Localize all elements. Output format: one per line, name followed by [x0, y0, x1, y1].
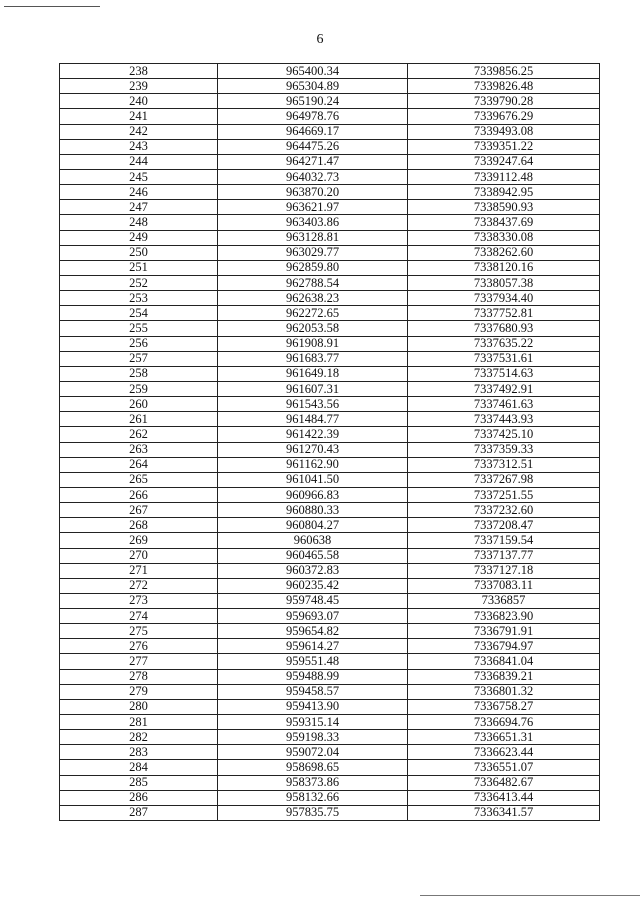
x-coordinate-cell: 961162.90 [218, 457, 408, 472]
y-coordinate-cell: 7338120.16 [408, 260, 600, 275]
y-coordinate-cell: 7336623.44 [408, 745, 600, 760]
y-coordinate-cell: 7336839.21 [408, 669, 600, 684]
y-coordinate-cell: 7337635.22 [408, 336, 600, 351]
y-coordinate-cell: 7338942.95 [408, 185, 600, 200]
y-coordinate-cell: 7339351.22 [408, 139, 600, 154]
x-coordinate-cell: 958373.86 [218, 775, 408, 790]
coordinates-table [59, 63, 600, 821]
table-row [60, 397, 600, 412]
table-row [60, 200, 600, 215]
x-coordinate-cell: 959198.33 [218, 730, 408, 745]
point-number-cell: 285 [60, 775, 218, 790]
coordinates-table-body [60, 64, 600, 821]
table-row [60, 94, 600, 109]
x-coordinate-cell: 960966.83 [218, 487, 408, 502]
point-number-cell: 247 [60, 200, 218, 215]
point-number-cell: 257 [60, 351, 218, 366]
point-number-cell: 262 [60, 427, 218, 442]
table-row [60, 533, 600, 548]
point-number-cell: 250 [60, 245, 218, 260]
point-number-cell: 238 [60, 64, 218, 79]
table-row [60, 548, 600, 563]
point-number-cell: 283 [60, 745, 218, 760]
y-coordinate-cell: 7337752.81 [408, 306, 600, 321]
x-coordinate-cell: 963029.77 [218, 245, 408, 260]
point-number-cell: 278 [60, 669, 218, 684]
point-number-cell: 246 [60, 185, 218, 200]
point-number-cell: 266 [60, 487, 218, 502]
y-coordinate-cell: 7336857 [408, 593, 600, 608]
x-coordinate-cell: 958698.65 [218, 760, 408, 775]
x-coordinate-cell: 961041.50 [218, 472, 408, 487]
point-number-cell: 279 [60, 684, 218, 699]
table-row [60, 260, 600, 275]
point-number-cell: 263 [60, 442, 218, 457]
x-coordinate-cell: 959654.82 [218, 624, 408, 639]
point-number-cell: 249 [60, 230, 218, 245]
y-coordinate-cell: 7339856.25 [408, 64, 600, 79]
point-number-cell: 274 [60, 609, 218, 624]
y-coordinate-cell: 7339826.48 [408, 79, 600, 94]
page-number: 6 [316, 32, 324, 47]
y-coordinate-cell: 7339493.08 [408, 124, 600, 139]
y-coordinate-cell: 7337159.54 [408, 533, 600, 548]
point-number-cell: 284 [60, 760, 218, 775]
y-coordinate-cell: 7337531.61 [408, 351, 600, 366]
y-coordinate-cell: 7337251.55 [408, 487, 600, 502]
y-coordinate-cell: 7337208.47 [408, 518, 600, 533]
table-row [60, 336, 600, 351]
table-row [60, 699, 600, 714]
point-number-cell: 258 [60, 366, 218, 381]
point-number-cell: 239 [60, 79, 218, 94]
point-number-cell: 271 [60, 563, 218, 578]
table-row [60, 760, 600, 775]
x-coordinate-cell: 962272.65 [218, 306, 408, 321]
table-row [60, 169, 600, 184]
point-number-cell: 282 [60, 730, 218, 745]
y-coordinate-cell: 7338590.93 [408, 200, 600, 215]
x-coordinate-cell: 962859.80 [218, 260, 408, 275]
x-coordinate-cell: 962788.54 [218, 275, 408, 290]
y-coordinate-cell: 7336841.04 [408, 654, 600, 669]
table-row [60, 366, 600, 381]
y-coordinate-cell: 7336791.91 [408, 624, 600, 639]
point-number-cell: 245 [60, 169, 218, 184]
y-coordinate-cell: 7336823.90 [408, 609, 600, 624]
x-coordinate-cell: 961908.91 [218, 336, 408, 351]
y-coordinate-cell: 7337312.51 [408, 457, 600, 472]
x-coordinate-cell: 959748.45 [218, 593, 408, 608]
point-number-cell: 268 [60, 518, 218, 533]
y-coordinate-cell: 7337137.77 [408, 548, 600, 563]
table-row [60, 230, 600, 245]
point-number-cell: 252 [60, 275, 218, 290]
y-coordinate-cell: 7338057.38 [408, 275, 600, 290]
y-coordinate-cell: 7339676.29 [408, 109, 600, 124]
point-number-cell: 261 [60, 412, 218, 427]
y-coordinate-cell: 7337461.63 [408, 397, 600, 412]
point-number-cell: 242 [60, 124, 218, 139]
x-coordinate-cell: 962053.58 [218, 321, 408, 336]
x-coordinate-cell: 963403.86 [218, 215, 408, 230]
x-coordinate-cell: 965304.89 [218, 79, 408, 94]
point-number-cell: 275 [60, 624, 218, 639]
y-coordinate-cell: 7337492.91 [408, 381, 600, 396]
point-number-cell: 280 [60, 699, 218, 714]
y-coordinate-cell: 7336651.31 [408, 730, 600, 745]
point-number-cell: 244 [60, 154, 218, 169]
y-coordinate-cell: 7337232.60 [408, 503, 600, 518]
table-row [60, 639, 600, 654]
table-row [60, 351, 600, 366]
table-row [60, 321, 600, 336]
y-coordinate-cell: 7336794.97 [408, 639, 600, 654]
y-coordinate-cell: 7337083.11 [408, 578, 600, 593]
table-row [60, 472, 600, 487]
point-number-cell: 243 [60, 139, 218, 154]
scan-edge-line-top [4, 6, 100, 7]
table-row [60, 427, 600, 442]
table-row [60, 154, 600, 169]
x-coordinate-cell: 959693.07 [218, 609, 408, 624]
x-coordinate-cell: 960235.42 [218, 578, 408, 593]
point-number-cell: 253 [60, 291, 218, 306]
table-row [60, 275, 600, 290]
point-number-cell: 241 [60, 109, 218, 124]
table-row [60, 805, 600, 820]
y-coordinate-cell: 7339247.64 [408, 154, 600, 169]
point-number-cell: 248 [60, 215, 218, 230]
x-coordinate-cell: 964669.17 [218, 124, 408, 139]
table-row [60, 669, 600, 684]
x-coordinate-cell: 959072.04 [218, 745, 408, 760]
y-coordinate-cell: 7336694.76 [408, 715, 600, 730]
table-row [60, 654, 600, 669]
x-coordinate-cell: 960804.27 [218, 518, 408, 533]
x-coordinate-cell: 960372.83 [218, 563, 408, 578]
point-number-cell: 260 [60, 397, 218, 412]
point-number-cell: 273 [60, 593, 218, 608]
point-number-cell: 287 [60, 805, 218, 820]
x-coordinate-cell: 962638.23 [218, 291, 408, 306]
x-coordinate-cell: 959458.57 [218, 684, 408, 699]
table-row [60, 109, 600, 124]
point-number-cell: 277 [60, 654, 218, 669]
y-coordinate-cell: 7339790.28 [408, 94, 600, 109]
x-coordinate-cell: 961270.43 [218, 442, 408, 457]
x-coordinate-cell: 959413.90 [218, 699, 408, 714]
table-row [60, 291, 600, 306]
table-row [60, 487, 600, 502]
x-coordinate-cell: 960465.58 [218, 548, 408, 563]
x-coordinate-cell: 961543.56 [218, 397, 408, 412]
table-row [60, 593, 600, 608]
table-row [60, 185, 600, 200]
point-number-cell: 264 [60, 457, 218, 472]
y-coordinate-cell: 7336801.32 [408, 684, 600, 699]
y-coordinate-cell: 7337127.18 [408, 563, 600, 578]
x-coordinate-cell: 961484.77 [218, 412, 408, 427]
table-row [60, 578, 600, 593]
x-coordinate-cell: 959315.14 [218, 715, 408, 730]
y-coordinate-cell: 7336413.44 [408, 790, 600, 805]
table-row [60, 306, 600, 321]
y-coordinate-cell: 7338437.69 [408, 215, 600, 230]
y-coordinate-cell: 7337514.63 [408, 366, 600, 381]
y-coordinate-cell: 7337934.40 [408, 291, 600, 306]
point-number-cell: 256 [60, 336, 218, 351]
x-coordinate-cell: 964032.73 [218, 169, 408, 184]
table-row [60, 563, 600, 578]
y-coordinate-cell: 7336551.07 [408, 760, 600, 775]
table-row [60, 79, 600, 94]
table-row [60, 124, 600, 139]
x-coordinate-cell: 961607.31 [218, 381, 408, 396]
table-row [60, 745, 600, 760]
table-row [60, 215, 600, 230]
x-coordinate-cell: 964978.76 [218, 109, 408, 124]
x-coordinate-cell: 961649.18 [218, 366, 408, 381]
x-coordinate-cell: 959551.48 [218, 654, 408, 669]
table-row [60, 624, 600, 639]
table-row [60, 503, 600, 518]
point-number-cell: 270 [60, 548, 218, 563]
y-coordinate-cell: 7337359.33 [408, 442, 600, 457]
table-row [60, 518, 600, 533]
table-row [60, 457, 600, 472]
y-coordinate-cell: 7336482.67 [408, 775, 600, 790]
x-coordinate-cell: 964271.47 [218, 154, 408, 169]
y-coordinate-cell: 7338330.08 [408, 230, 600, 245]
y-coordinate-cell: 7337443.93 [408, 412, 600, 427]
point-number-cell: 269 [60, 533, 218, 548]
point-number-cell: 276 [60, 639, 218, 654]
x-coordinate-cell: 965190.24 [218, 94, 408, 109]
table-row [60, 715, 600, 730]
table-row [60, 245, 600, 260]
x-coordinate-cell: 959488.99 [218, 669, 408, 684]
table-row [60, 775, 600, 790]
y-coordinate-cell: 7339112.48 [408, 169, 600, 184]
x-coordinate-cell: 960638 [218, 533, 408, 548]
x-coordinate-cell: 963621.97 [218, 200, 408, 215]
scan-edge-line-bottom [420, 895, 640, 896]
x-coordinate-cell: 964475.26 [218, 139, 408, 154]
point-number-cell: 272 [60, 578, 218, 593]
y-coordinate-cell: 7338262.60 [408, 245, 600, 260]
x-coordinate-cell: 961422.39 [218, 427, 408, 442]
x-coordinate-cell: 957835.75 [218, 805, 408, 820]
point-number-cell: 265 [60, 472, 218, 487]
table-row [60, 442, 600, 457]
y-coordinate-cell: 7337680.93 [408, 321, 600, 336]
table-row [60, 64, 600, 79]
point-number-cell: 254 [60, 306, 218, 321]
x-coordinate-cell: 963128.81 [218, 230, 408, 245]
table-row [60, 412, 600, 427]
point-number-cell: 286 [60, 790, 218, 805]
point-number-cell: 267 [60, 503, 218, 518]
point-number-cell: 251 [60, 260, 218, 275]
point-number-cell: 281 [60, 715, 218, 730]
point-number-cell: 259 [60, 381, 218, 396]
table-row [60, 381, 600, 396]
x-coordinate-cell: 963870.20 [218, 185, 408, 200]
point-number-cell: 240 [60, 94, 218, 109]
point-number-cell: 255 [60, 321, 218, 336]
table-row [60, 730, 600, 745]
y-coordinate-cell: 7336341.57 [408, 805, 600, 820]
y-coordinate-cell: 7337267.98 [408, 472, 600, 487]
x-coordinate-cell: 959614.27 [218, 639, 408, 654]
x-coordinate-cell: 961683.77 [218, 351, 408, 366]
x-coordinate-cell: 965400.34 [218, 64, 408, 79]
table-row [60, 139, 600, 154]
table-row [60, 790, 600, 805]
table-row [60, 609, 600, 624]
x-coordinate-cell: 958132.66 [218, 790, 408, 805]
x-coordinate-cell: 960880.33 [218, 503, 408, 518]
y-coordinate-cell: 7337425.10 [408, 427, 600, 442]
table-row [60, 684, 600, 699]
y-coordinate-cell: 7336758.27 [408, 699, 600, 714]
